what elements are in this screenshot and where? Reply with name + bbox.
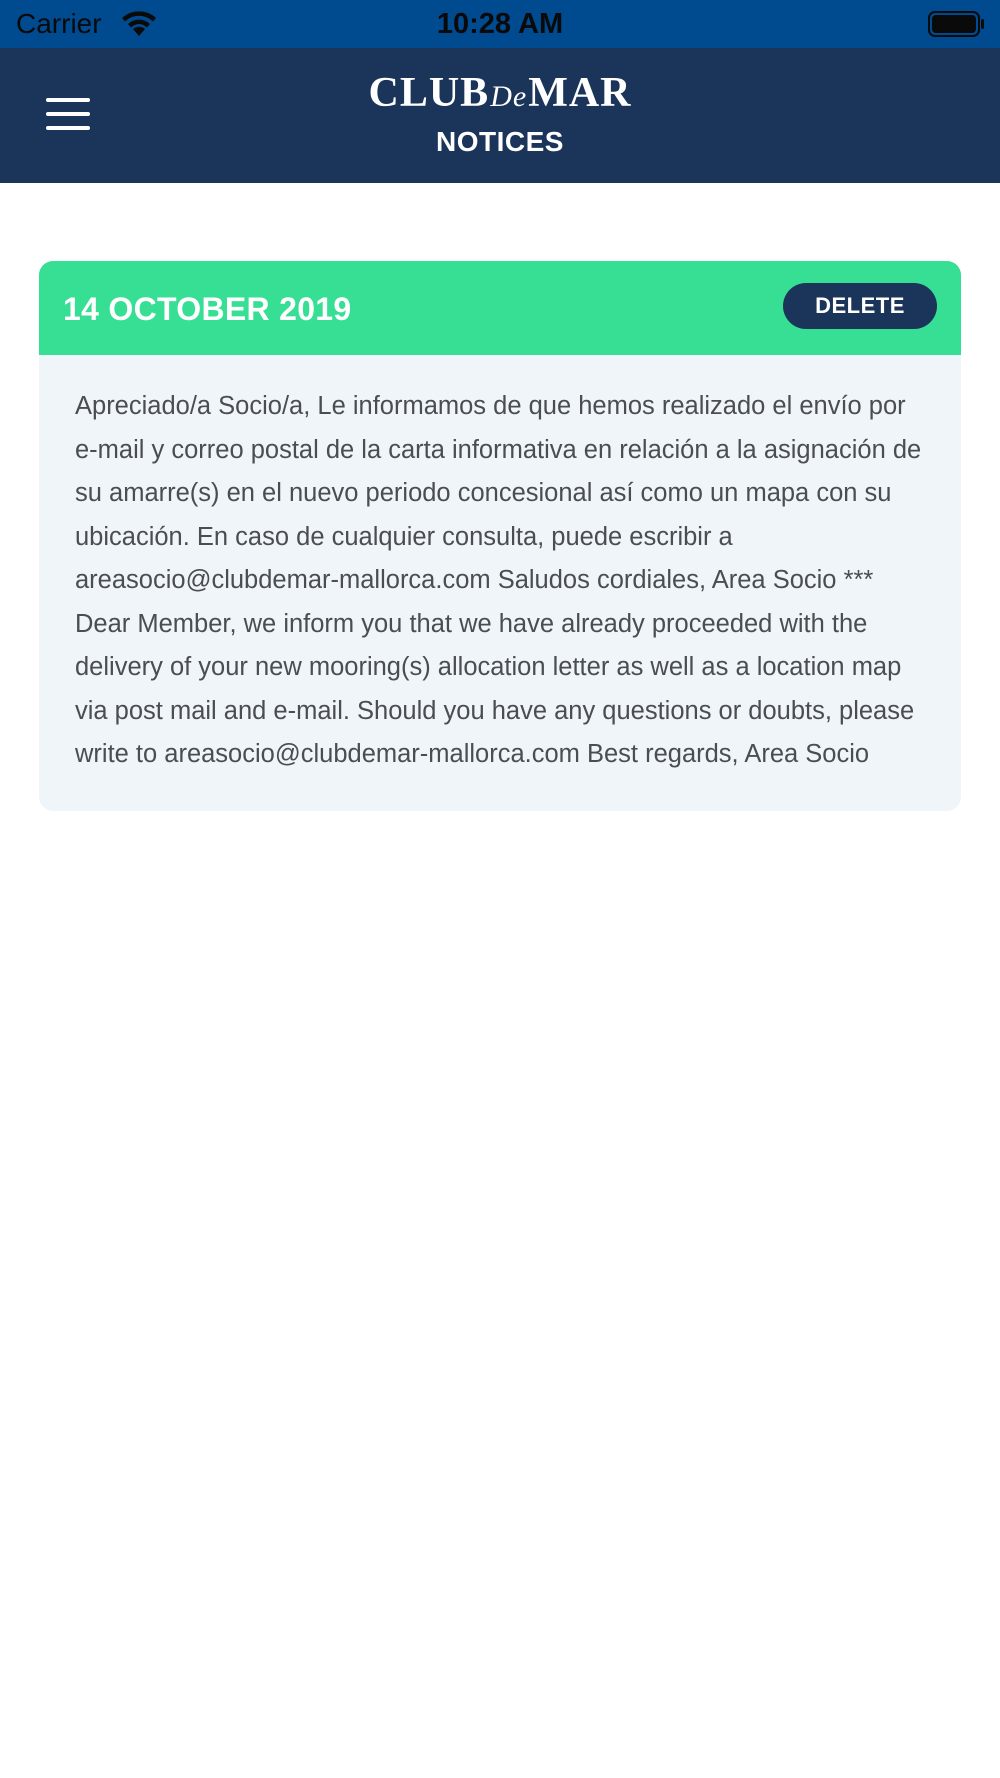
club-de-mar-logo: CLUBDeMAR (368, 70, 632, 116)
notice-date: 14 OCTOBER 2019 (63, 291, 352, 327)
status-time: 10:28 AM (436, 8, 564, 40)
status-bar (0, 0, 1000, 48)
delete-button[interactable]: DELETE (783, 283, 937, 329)
notice-header (39, 261, 961, 355)
notice-card (39, 261, 961, 811)
page-title: NOTICES (436, 126, 564, 157)
carrier-label: Carrier (16, 8, 102, 39)
nav-bar (0, 48, 1000, 183)
battery-icon (928, 11, 986, 37)
notice-body: Apreciado/a Socio/a, Le informamos de que hemos realizado el envío por e-mail y correo postal de la carta informativa en relación a la asignación de su amarre(s) en el nuevo periodo concesional así como un mapa con su ubicación. En caso de cualquier consulta, puede escribir a areasocio@clubdemar-mallorca.com Saludos cordiales, Area Socio *** Dear Member, we inform you that we have already proceeded with the delivery of your new mooring(s) allocation letter as well as a location map via post mail and e-mail. Should you have any questions or doubts, please write to areasocio@clubdemar-mallorca.com Best regards, Area Socio (75, 392, 922, 768)
